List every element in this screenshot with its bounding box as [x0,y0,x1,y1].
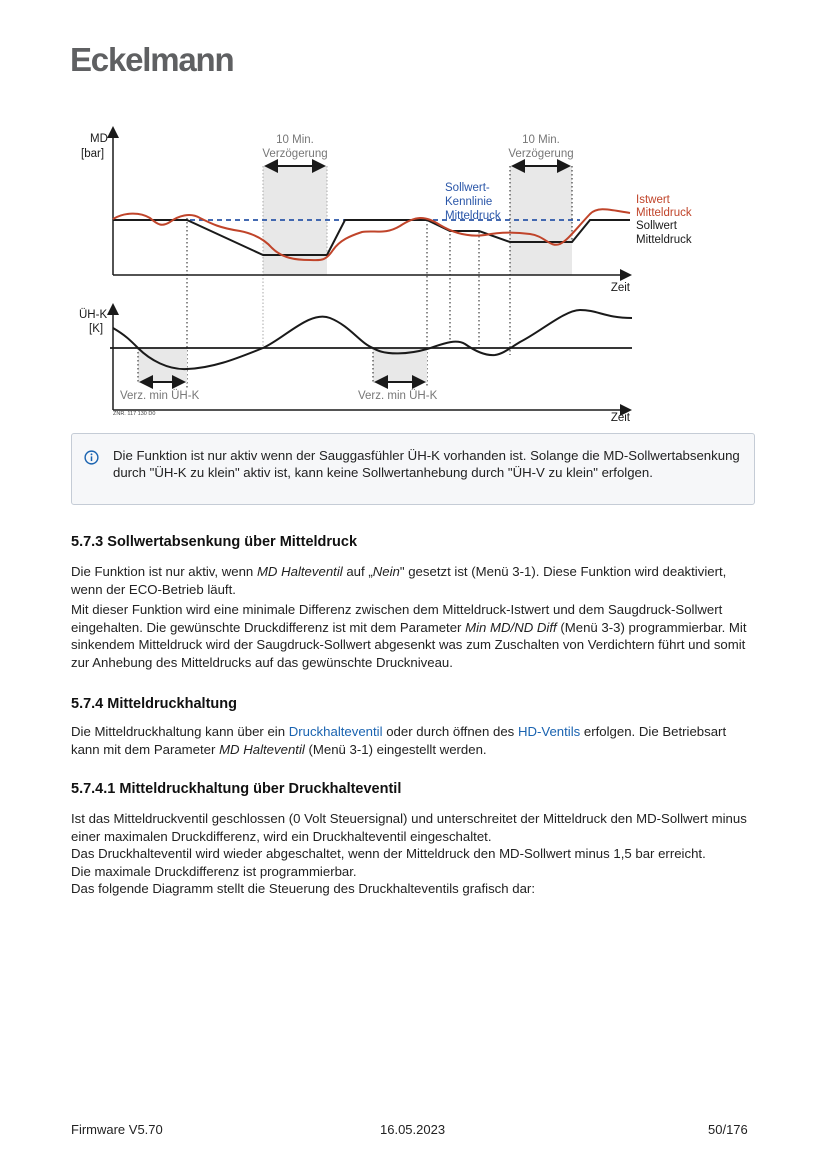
svg-text:Verzögerung: Verzögerung [508,148,574,160]
svg-text:Mitteldruck: Mitteldruck [636,207,692,219]
svg-text:Kennlinie: Kennlinie [445,196,493,208]
link-druckhalteventil[interactable]: Druckhalteventil [288,724,383,739]
svg-text:Sollwert: Sollwert [636,220,677,232]
svg-text:10 Min.: 10 Min. [522,134,560,146]
svg-text:[K]: [K] [89,323,104,335]
svg-text:Verz. min ÜH-K: Verz. min ÜH-K [120,390,200,402]
svg-text:ZNR. 117 130 D0: ZNR. 117 130 D0 [113,411,156,417]
svg-text:Mitteldruck: Mitteldruck [636,234,692,246]
svg-text:10 Min.: 10 Min. [276,134,314,146]
info-note [71,433,755,505]
svg-text:Sollwert-: Sollwert- [445,182,490,194]
footer-firmware: Firmware V5.70 [71,1122,163,1137]
footer-page-number: 50/176 [708,1122,748,1137]
svg-text:ÜH-K: ÜH-K [79,309,108,321]
svg-text:Verzögerung: Verzögerung [262,148,328,160]
heading-5-7-4: 5.7.4 Mitteldruckhaltung [71,696,237,712]
svg-text:Zeit: Zeit [610,282,630,294]
md-uhk-diagram [0,0,827,430]
svg-text:Mitteldruck: Mitteldruck [445,210,501,222]
eckelmann-logo: Eckelmann [70,41,234,78]
heading-5-7-3: 5.7.3 Sollwertabsenkung über Mitteldruck [71,534,358,550]
svg-text:[bar]: [bar] [81,148,105,160]
link-hd-ventils[interactable]: HD-Ventils [517,724,581,739]
paragraph-5-7-3-1: Die Funktion ist nur aktiv, wenn MD Halteventil auf „Nein" gesetzt ist (Menü 3-1). Diese Funktion wird deaktiviert, wenn der ECO-Betrieb läuft. [71,564,727,597]
info-icon [84,450,99,465]
paragraph-5-7-4-1: Ist das Mitteldruckventil geschlossen (0 Volt Steuersignal) und unterschreitet der Mitteldruck den MD-Sollwert minus einer maximalen Druckdifferenz, wird ein Druckhalteventil eingeschaltet. Das Druckhalteventil wird wieder abgeschaltet, wenn der Mitteldruck den MD-Sollwert minus 1,5 bar erreicht. Die maximale Druckdifferenz ist programmierbar. Das folgende Diagramm stellt die Steuerung des Druckhalteventils grafisch dar: [71,811,747,896]
paragraph-5-7-4: Die Mitteldruckhaltung kann über ein Druckhalteventil oder durch öffnen des HD-Ventils erfolgen. Die Betriebsart kann mit dem Parameter MD Halteventil (Menü 3-1) eingestellt werden. [71,724,727,757]
svg-text:Istwert: Istwert [636,194,670,206]
footer-date: 16.05.2023 [380,1122,446,1137]
svg-text:MD: MD [90,133,108,145]
paragraph-5-7-3-2: Mit dieser Funktion wird eine minimale Differenz zwischen dem Mitteldruck-Istwert und dem Saugdruck-Sollwert eingehalten. Die gewünschte Druckdifferenz ist mit dem Parameter Min MD/ND Diff (Menü 3-3) programmierbar. Mit sinkendem Mitteldruck wird der Saugdruck-Sollwert abgesenkt was zum Zuschalten von Verdichtern führt und somit zur Anhebung des Mitteldrucks auf das gewünschte Druckniveau. [71,602,747,670]
info-note-text: Die Funktion ist nur aktiv wenn der Sauggasfühler ÜH-K vorhanden ist. Solange die MD-Sollwertabsenkung durch "ÜH-K zu klein" aktiv ist, kann keine Sollwertanhebung durch "ÜH-V zu klein" erfolgen. [113,448,740,480]
svg-text:Zeit: Zeit [610,412,630,424]
svg-text:Verz. min ÜH-K: Verz. min ÜH-K [358,390,438,402]
heading-5-7-4-1: 5.7.4.1 Mitteldruckhaltung über Druckhalteventil [71,781,402,797]
